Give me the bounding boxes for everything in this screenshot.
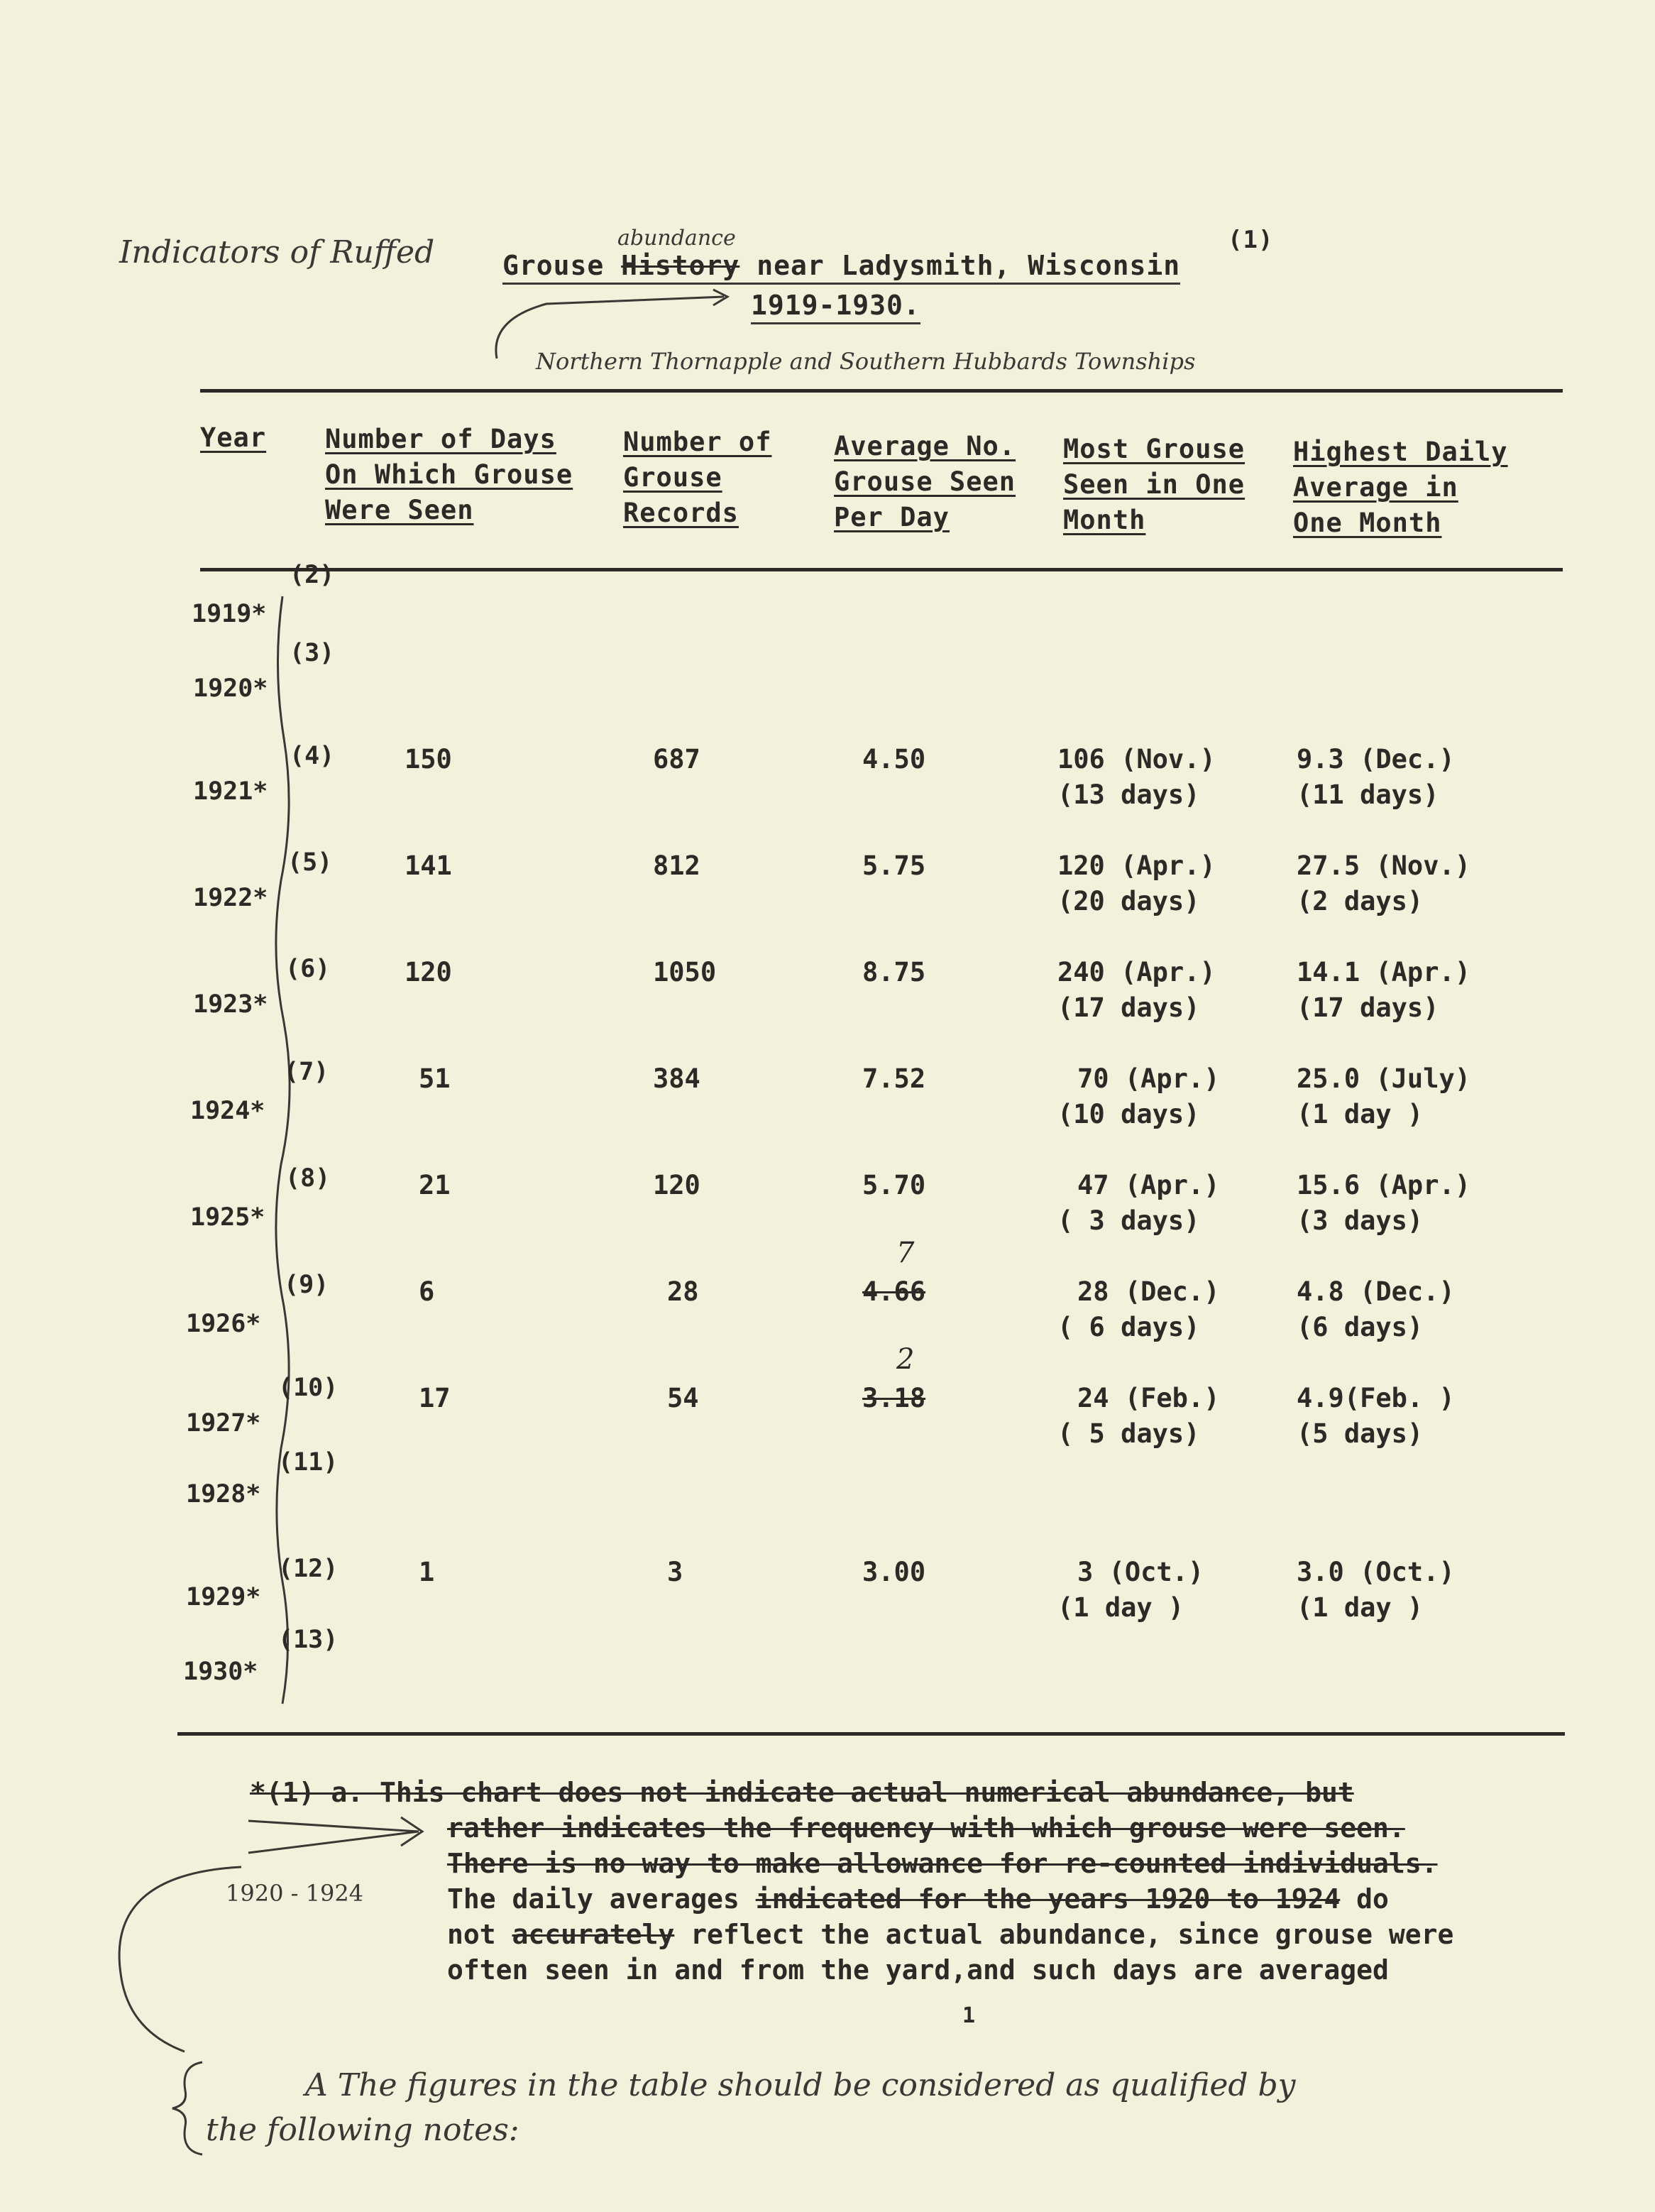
title-hand-sub: Northern Thornapple and Southern Hubbards Townships (536, 348, 1196, 375)
header-rule (200, 568, 1563, 571)
row-ref: (2) (290, 561, 335, 589)
cell-average: 3.00 (862, 1557, 926, 1587)
row-year: 1928* (186, 1480, 261, 1509)
cell-highest-average: 4.9(Feb. ) (1297, 1383, 1455, 1413)
cell-records: 120 (653, 1170, 700, 1200)
cell-highest-days: (2 days) (1297, 886, 1424, 916)
cell-records: 3 (667, 1557, 683, 1587)
note-line-6: often seen in and from the yard,and such days are averaged (447, 1954, 1389, 1986)
cell-most-count: 240 (Apr.) (1057, 957, 1216, 987)
title-years-text: 1919-1930. (751, 290, 920, 324)
cell-highest-days: (11 days) (1297, 779, 1439, 810)
row-ref: (3) (290, 639, 335, 667)
row-year: 1925* (190, 1203, 265, 1232)
header-highest: Highest Daily Average in One Month (1293, 437, 1508, 538)
note-hand-bottom-1: A The figures in the table should be considered as qualified by (305, 2067, 1296, 2103)
cell-average: 7.52 (862, 1063, 926, 1094)
cell-highest-average: 9.3 (Dec.) (1297, 744, 1455, 774)
cell-average: 5.75 (862, 850, 926, 881)
cell-most-days: ( 6 days) (1057, 1312, 1200, 1342)
note-line-3: There is no way to make allowance for re-counted individuals. (447, 1848, 1438, 1879)
cell-most-days: (1 day ) (1057, 1592, 1184, 1623)
cell-most-count: 47 (Apr.) (1077, 1170, 1220, 1200)
cell-records: 54 (667, 1383, 699, 1413)
cell-average: 4.66 (862, 1276, 926, 1307)
cell-highest-average: 14.1 (Apr.) (1297, 957, 1471, 987)
cell-average: 5.70 (862, 1170, 926, 1200)
cell-highest-days: (1 day ) (1297, 1099, 1424, 1129)
header-average: Average No. Grouse Seen Per Day (834, 431, 1016, 532)
cell-days: 150 (405, 744, 452, 774)
document-title (502, 250, 1180, 281)
cell-highest-average: 25.0 (July) (1297, 1063, 1471, 1094)
note-arrow-icon (241, 1803, 440, 1867)
cell-days: 21 (419, 1170, 451, 1200)
title-hand-prefix: Indicators of Ruffed (119, 234, 435, 270)
cell-highest-days: (6 days) (1297, 1312, 1424, 1342)
row-year: 1923* (193, 990, 268, 1019)
row-ref: (11) (278, 1448, 339, 1477)
cell-days: 141 (405, 850, 452, 881)
cell-highest-average: 15.6 (Apr.) (1297, 1170, 1471, 1200)
cell-days: 51 (419, 1063, 451, 1094)
cell-most-count: 28 (Dec.) (1077, 1276, 1220, 1307)
note-hand-margin: 1920 - 1924 (226, 1880, 364, 1907)
cell-highest-average: 4.8 (Dec.) (1297, 1276, 1455, 1307)
header-most: Most Grouse Seen in One Month (1063, 434, 1246, 535)
cell-most-days: ( 5 days) (1057, 1418, 1200, 1449)
note-hand-bottom-2: the following notes: (206, 2112, 519, 2148)
page-number: 1 (962, 2003, 976, 2028)
row-year: 1926* (186, 1310, 261, 1338)
bottom-rule (177, 1732, 1565, 1736)
row-ref: (5) (287, 848, 333, 877)
cell-highest-days: (17 days) (1297, 992, 1439, 1023)
title-part-a: Grouse (502, 250, 621, 285)
cell-highest-average: 27.5 (Nov.) (1297, 850, 1471, 881)
row-year: 1922* (193, 884, 268, 912)
cell-most-count: 106 (Nov.) (1057, 744, 1216, 774)
cell-average-correction: 7 (896, 1237, 915, 1269)
title-hand-insert: abundance (617, 226, 736, 251)
cell-days: 120 (405, 957, 452, 987)
note-line-2: rather indicates the frequency with which grouse were seen. (447, 1812, 1405, 1844)
cell-records: 687 (653, 744, 700, 774)
row-year: 1920* (193, 674, 268, 703)
cell-days: 17 (419, 1383, 451, 1413)
cell-most-count: 3 (Oct.) (1077, 1557, 1204, 1587)
cell-average: 4.50 (862, 744, 926, 774)
title-part-b: near Ladysmith, Wisconsin (739, 250, 1180, 285)
header-days: Number of Days On Which Grouse Were Seen (325, 424, 573, 525)
row-year: 1929* (186, 1583, 261, 1611)
cell-most-days: (17 days) (1057, 992, 1200, 1023)
header-records: Number of Grouse Records (623, 427, 772, 528)
row-ref: (13) (278, 1626, 339, 1654)
row-ref: (4) (290, 742, 335, 770)
row-ref: (8) (285, 1164, 331, 1193)
row-ref: (12) (278, 1555, 339, 1583)
row-ref: (9) (284, 1271, 329, 1299)
cell-highest-average: 3.0 (Oct.) (1297, 1557, 1455, 1587)
row-year: 1927* (186, 1409, 261, 1438)
cell-highest-days: (1 day ) (1297, 1592, 1424, 1623)
note-line-5: not accurately reflect the actual abundance, since grouse were (447, 1919, 1454, 1950)
row-year: 1919* (192, 600, 267, 628)
cell-records: 28 (667, 1276, 699, 1307)
cell-most-count: 24 (Feb.) (1077, 1383, 1220, 1413)
top-rule (200, 389, 1563, 393)
cell-most-days: (13 days) (1057, 779, 1200, 810)
title-footnote-ref: (1) (1228, 226, 1274, 254)
row-year: 1924* (190, 1097, 265, 1125)
row-ref: (7) (284, 1058, 329, 1086)
header-year: Year (200, 422, 267, 453)
cell-most-days: ( 3 days) (1057, 1205, 1200, 1236)
cell-most-count: 70 (Apr.) (1077, 1063, 1220, 1094)
note-line-4: The daily averages indicated for the years 1920 to 1924 do (447, 1883, 1389, 1915)
row-ref: (6) (285, 955, 331, 983)
cell-most-days: (20 days) (1057, 886, 1200, 916)
row-year: 1930* (183, 1658, 258, 1686)
note-line-1: *(1) a. This chart does not indicate actual numerical abundance, but (250, 1777, 1354, 1808)
margin-arrow-icon (78, 1846, 241, 2059)
cell-highest-days: (3 days) (1297, 1205, 1424, 1236)
row-ref: (10) (278, 1374, 339, 1402)
cell-average: 8.75 (862, 957, 926, 987)
cell-average-correction: 2 (896, 1343, 915, 1376)
cell-records: 812 (653, 850, 700, 881)
title-years (751, 290, 920, 321)
cell-records: 1050 (653, 957, 717, 987)
row-year: 1921* (193, 777, 268, 806)
cell-average: 3.18 (862, 1383, 926, 1413)
title-struck-word: History (621, 250, 739, 285)
cell-highest-days: (5 days) (1297, 1418, 1424, 1449)
brace-icon (167, 2059, 209, 2158)
cell-days: 6 (419, 1276, 435, 1307)
cell-records: 384 (653, 1063, 700, 1094)
cell-days: 1 (419, 1557, 435, 1587)
cell-most-count: 120 (Apr.) (1057, 850, 1216, 881)
cell-most-days: (10 days) (1057, 1099, 1200, 1129)
